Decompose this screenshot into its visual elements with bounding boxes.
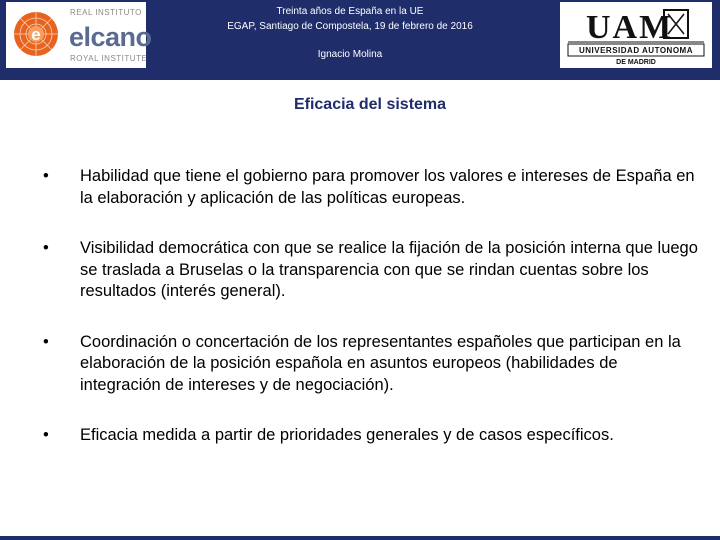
bullet-list [0, 166, 720, 476]
uam-subtitle: DE MADRID [616, 59, 656, 66]
bullet-text: Habilidad que tiene el gobierno para promover los valores e intereses de España en la elaboración y aplicación de las políticas europeas. [80, 167, 695, 207]
uam-brand: UAM [586, 9, 674, 46]
bullet-dot: • [43, 426, 49, 444]
uam-logo-icon [560, 2, 712, 68]
header-event-title: Treinta años de España en la UE [276, 6, 424, 17]
elcano-bottom-text: ROYAL INSTITUTE [70, 54, 148, 63]
svg-text:e: e [31, 25, 41, 44]
bullet-dot: • [43, 332, 49, 351]
elcano-sun-icon [12, 10, 60, 58]
elcano-logo [6, 2, 152, 68]
bullet-text: Eficacia medida a partir de prioridades generales y de casos específicos. [80, 426, 614, 444]
bullet-dot: • [43, 167, 49, 185]
bullet-item [0, 425, 720, 447]
footer-divider [0, 536, 720, 540]
elcano-name: elcano [69, 22, 152, 52]
bullet-item [0, 238, 720, 303]
header-event-details: EGAP, Santiago de Compostela, 19 de febrero de 2016 [227, 21, 473, 32]
bullet-dot: • [43, 239, 49, 257]
elcano-top-text: REAL INSTITUTO [70, 8, 142, 17]
header-presenter: Ignacio Molina [317, 49, 383, 60]
uam-logo [560, 2, 712, 68]
header-bar [0, 0, 720, 80]
bullet-item [0, 332, 720, 397]
slide-title: Eficacia del sistema [293, 96, 447, 113]
bullet-item [0, 166, 720, 209]
uam-name: UNIVERSIDAD AUTONOMA [578, 46, 694, 55]
bullet-text: Coordinación o concertación de los representantes españoles que participan en la elaboración de la posición española en asuntos europeos (habilidades de integración de intereses y de negociación). [80, 332, 681, 394]
header-text [150, 4, 550, 62]
bullet-text: Visibilidad democrática con que se realice la fijación de la posición interna que luego se traslada a Bruselas o la transparencia con que se rindan cuentas sobre los resultados (interés general). [80, 239, 698, 300]
